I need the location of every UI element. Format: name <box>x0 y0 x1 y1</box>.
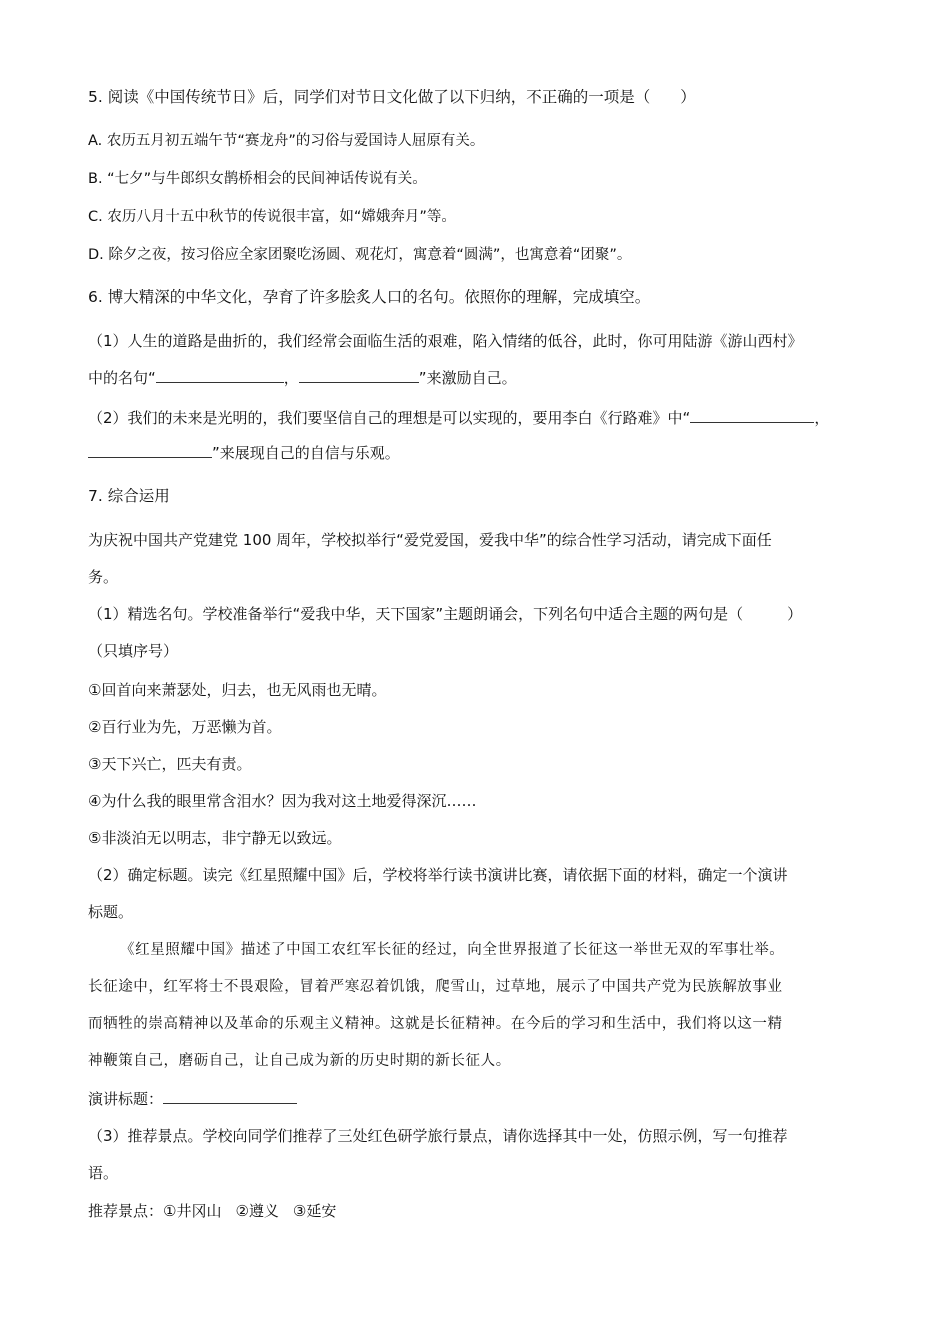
q6-part2-comma: ， <box>814 409 830 427</box>
q7-intro-line2: 务。 <box>88 568 119 586</box>
q6-part1-line1: （1）人生的道路是曲折的，我们经常会面临生活的艰难，陷入情绪的低谷，此时，你可用陆游《游山西村》 <box>88 332 803 350</box>
q6-part2-line2 <box>88 443 400 463</box>
q5-stem-close: ） <box>680 88 696 106</box>
q6-part2-line1 <box>88 408 829 428</box>
q7-sub2-line2: 标题。 <box>88 903 134 921</box>
q6-part1-comma: ， <box>283 369 299 387</box>
q7-material-line1: 《红星照耀中国》描述了中国工农红军长征的经过，向全世界报道了长征这一举世无双的军事壮举。 <box>120 942 785 958</box>
q7-material-line4: 神鞭策自己，磨砺自己，让自己成为新的历史时期的新长征人。 <box>88 1053 511 1069</box>
q7-material-line2: 长征途中，红军将士不畏艰险，冒着严寒忍着饥饿，爬雪山，过草地，展示了中国共产党为民族解放事业 <box>88 979 783 995</box>
q7-sub1-line1 <box>88 604 802 624</box>
q7-sub3-line2: 语。 <box>88 1164 119 1182</box>
q7-quote-4: ④为什么我的眼里常含泪水？因为我对这土地爱得深沉…… <box>88 792 477 810</box>
q5-stem-text: 5. 阅读《中国传统节日》后，同学们对节日文化做了以下归纳，不正确的一项是（ <box>88 88 651 106</box>
q7-speech-title-row <box>88 1089 297 1109</box>
q7-spot-1: ①井冈山 <box>163 1202 222 1220</box>
q7-quote-3: ③天下兴亡，匹夫有责。 <box>88 755 252 773</box>
q6-part2-text: （2）我们的未来是光明的，我们要坚信自己的理想是可以实现的，要用李白《行路难》中“ <box>88 409 691 427</box>
q5-option-a: A. 农历五月初五端午节“赛龙舟”的习俗与爱国诗人屈原有关。 <box>88 133 485 149</box>
q7-sub1-line2: （只填序号） <box>88 642 179 660</box>
q7-sub1-close: ） <box>787 605 803 623</box>
q7-quote-5: ⑤非淡泊无以明志，非宁静无以致远。 <box>88 829 342 847</box>
q6-part1-blank-1[interactable] <box>156 368 284 383</box>
q7-speech-title-blank[interactable] <box>163 1089 297 1104</box>
q6-part1-blank-2[interactable] <box>299 368 419 383</box>
q7-spots-label: 推荐景点： <box>88 1202 164 1220</box>
q7-material-line3: 而牺牲的崇高精神以及革命的乐观主义精神。这就是长征精神。在今后的学习和生活中，我们将以这一精 <box>88 1016 783 1032</box>
q7-speech-label: 演讲标题： <box>88 1090 164 1108</box>
q6-part2-blank-2[interactable] <box>88 443 212 458</box>
q5-option-c: C. 农历八月十五中秋节的传说很丰富，如“嫦娥奔月”等。 <box>88 209 456 225</box>
q7-quote-1: ①回首向来萧瑟处，归去，也无风雨也无晴。 <box>88 681 387 699</box>
q5-stem <box>88 87 696 107</box>
q5-option-b: B. “七夕”与牛郎织女鹊桥相会的民间神话传说有关。 <box>88 171 427 187</box>
q7-title: 7. 综合运用 <box>88 487 170 505</box>
q5-option-d: D. 除夕之夜，按习俗应全家团聚吃汤圆、观花灯，寓意着“圆满”，也寓意着“团聚”。 <box>88 247 632 263</box>
q6-part2-blank-1[interactable] <box>690 408 814 423</box>
q7-intro-line1: 为庆祝中国共产党建党 100 周年，学校拟举行“爱党爱国，爱我中华”的综合性学习活动，请完成下面任 <box>88 531 772 549</box>
q7-quote-2: ②百行业为先，万恶懒为首。 <box>88 718 282 736</box>
q7-sub2-line1: （2）确定标题。读完《红星照耀中国》后，学校将举行读书演讲比赛，请依据下面的材料，确定一个演讲 <box>88 866 788 884</box>
q6-part1-suffix: ”来激励自己。 <box>418 369 517 387</box>
q7-spot-2: ②遵义 <box>235 1202 279 1220</box>
q7-sub1-text: （1）精选名句。学校准备举行“爱我中华，天下国家”主题朗诵会，下列名句中适合主题的两句是（ <box>88 605 744 623</box>
q6-part1-line2 <box>88 368 517 388</box>
q7-sub3-line1: （3）推荐景点。学校向同学们推荐了三处红色研学旅行景点，请你选择其中一处，仿照示例，写一句推荐 <box>88 1127 788 1145</box>
q6-stem: 6. 博大精深的中华文化，孕育了许多脍炙人口的名句。依照你的理解，完成填空。 <box>88 288 651 306</box>
q7-spots-row <box>88 1201 336 1221</box>
q6-part1-prefix: 中的名句“ <box>88 369 156 387</box>
q6-part2-suffix: ”来展现自己的自信与乐观。 <box>212 444 400 462</box>
q7-spot-3: ③延安 <box>292 1202 337 1220</box>
